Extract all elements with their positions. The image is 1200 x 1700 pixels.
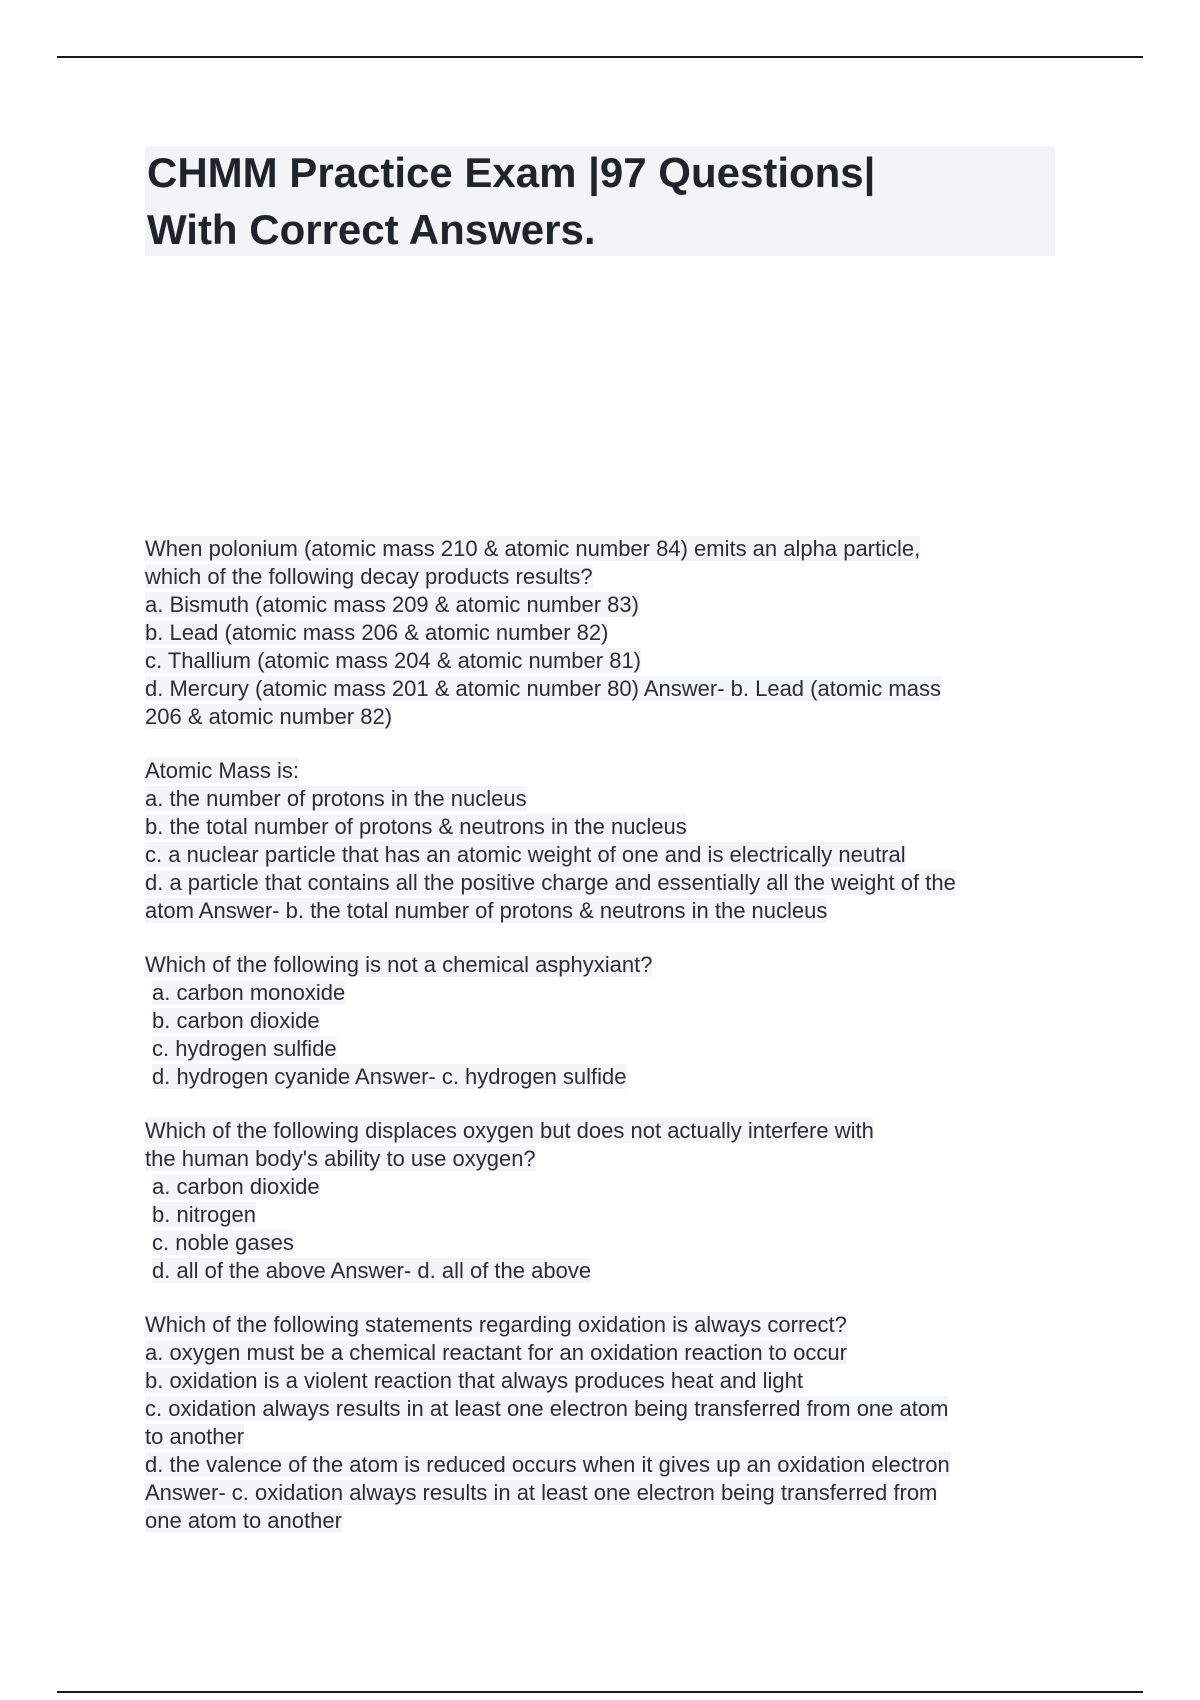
answer-text: one atom to another: [145, 1508, 342, 1533]
question-text: which of the following decay products results?: [145, 564, 593, 589]
bottom-rule: [57, 1691, 1143, 1693]
answer-option: a. the number of protons in the nucleus: [145, 786, 527, 811]
question-text: Which of the following statements regarding oxidation is always correct?: [145, 1312, 847, 1337]
answer-option: c. a nuclear particle that has an atomic weight of one and is electrically neutral: [145, 842, 906, 867]
answer-option: b. the total number of protons & neutrons in the nucleus: [145, 814, 687, 839]
question-text: Which of the following is not a chemical asphyxiant?: [145, 952, 653, 977]
question-block: [145, 535, 1045, 731]
answer-option: b. oxidation is a violent reaction that always produces heat and light: [145, 1368, 803, 1393]
answer-option: a. carbon monoxide: [152, 980, 346, 1005]
question-list: [145, 535, 1045, 1561]
answer-option: d. the valence of the atom is reduced occurs when it gives up an oxidation electron: [145, 1452, 950, 1477]
answer-option-with-answer: d. all of the above Answer- d. all of the above: [152, 1258, 592, 1283]
question-block: [145, 1117, 1045, 1285]
answer-option: a. Bismuth (atomic mass 209 & atomic number 83): [145, 592, 639, 617]
answer-option: c. oxidation always results in at least one electron being transferred from one atom: [145, 1396, 949, 1421]
answer-text: Answer- c. oxidation always results in at least one electron being transferred from: [145, 1480, 938, 1505]
answer-option: d. a particle that contains all the positive charge and essentially all the weight of the: [145, 870, 956, 895]
answer-option: b. Lead (atomic mass 206 & atomic number 82): [145, 620, 609, 645]
document-title-line-2: With Correct Answers.: [147, 206, 596, 253]
answer-option-with-answer: atom Answer- b. the total number of protons & neutrons in the nucleus: [145, 898, 828, 923]
question-block: [145, 757, 1045, 925]
answer-text: 206 & atomic number 82): [145, 704, 393, 729]
answer-option: to another: [145, 1424, 245, 1449]
answer-option: c. Thallium (atomic mass 204 & atomic number 81): [145, 648, 641, 673]
question-text: Atomic Mass is:: [145, 758, 300, 783]
question-text: Which of the following displaces oxygen but does not actually interfere with: [145, 1118, 874, 1143]
answer-option-with-answer: d. Mercury (atomic mass 201 & atomic number 80) Answer- b. Lead (atomic mass: [145, 676, 941, 701]
answer-option: c. hydrogen sulfide: [152, 1036, 337, 1061]
question-block: [145, 951, 1045, 1091]
question-text: the human body's ability to use oxygen?: [145, 1146, 536, 1171]
answer-option: a. oxygen must be a chemical reactant for an oxidation reaction to occur: [145, 1340, 847, 1365]
answer-option-with-answer: d. hydrogen cyanide Answer- c. hydrogen sulfide: [152, 1064, 627, 1089]
answer-option: b. carbon dioxide: [152, 1008, 320, 1033]
answer-option: a. carbon dioxide: [152, 1174, 320, 1199]
answer-option: b. nitrogen: [152, 1202, 256, 1227]
question-block: [145, 1311, 1045, 1535]
document-title-line-1: CHMM Practice Exam |97 Questions|: [147, 149, 876, 196]
answer-option: c. noble gases: [152, 1230, 294, 1255]
question-text: When polonium (atomic mass 210 & atomic number 84) emits an alpha particle,: [145, 536, 921, 561]
top-rule: [57, 56, 1143, 58]
